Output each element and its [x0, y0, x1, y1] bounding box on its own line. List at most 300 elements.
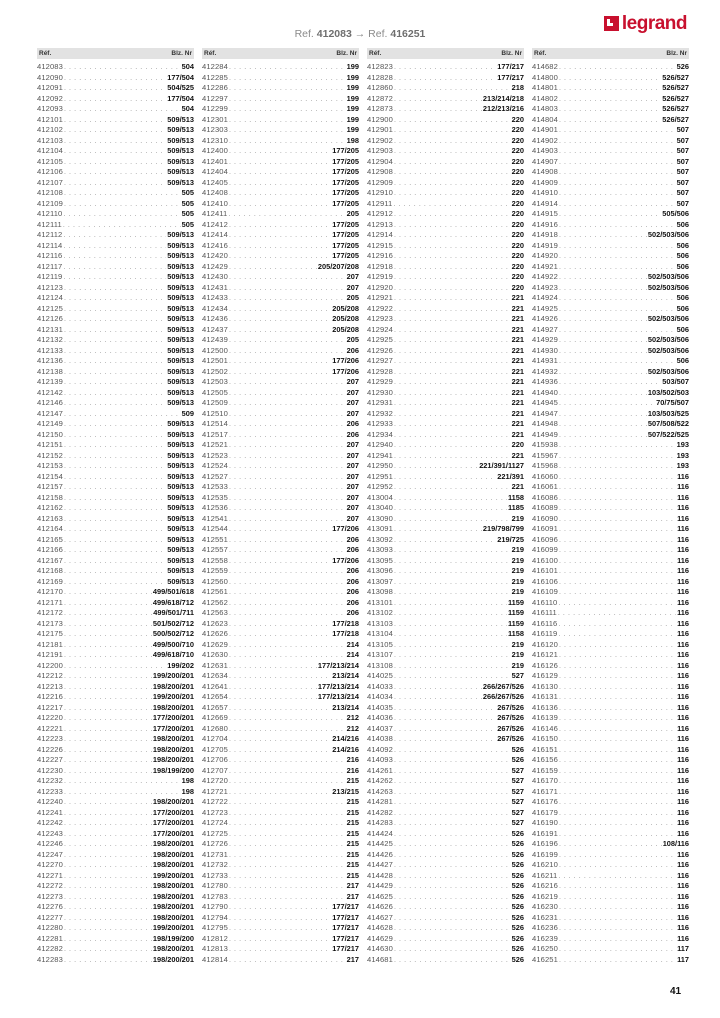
page-reference: 215 — [346, 828, 359, 838]
dot-leader — [559, 935, 676, 946]
index-row — [367, 776, 524, 787]
dot-leader — [394, 861, 511, 872]
index-row — [37, 703, 194, 714]
ref-number: 412502 — [202, 366, 228, 376]
index-row — [532, 335, 689, 346]
index-row — [532, 902, 689, 913]
dot-leader — [229, 809, 346, 820]
page-reference: 199 — [346, 114, 359, 124]
index-row — [367, 104, 524, 115]
index-row — [37, 808, 194, 819]
dot-leader — [559, 431, 647, 442]
index-row — [367, 955, 524, 966]
dot-leader — [394, 872, 511, 883]
page-reference: 509/513 — [167, 314, 194, 323]
page-reference: 198/200/201 — [152, 797, 194, 806]
dot-leader — [229, 326, 331, 337]
page-reference: 502/503/506 — [647, 314, 689, 323]
index-row — [532, 461, 689, 472]
index-row — [367, 535, 524, 546]
dot-leader — [394, 809, 511, 820]
dot-leader — [229, 746, 331, 757]
dot-leader — [394, 819, 511, 830]
page-reference: 177/205 — [332, 240, 359, 250]
dot-leader — [64, 336, 166, 347]
dot-leader — [229, 221, 331, 232]
page-reference: 504 — [181, 104, 194, 113]
ref-number: 412158 — [37, 492, 63, 502]
ref-number: 416139 — [532, 713, 558, 722]
index-row — [532, 398, 689, 409]
ref-number: 412220 — [37, 713, 63, 722]
ref-number: 414034 — [367, 692, 393, 701]
index-row — [367, 608, 524, 619]
page-reference: 198/200/201 — [152, 681, 194, 691]
page-reference: 198/200/201 — [152, 839, 194, 848]
page-reference: 507/522/525 — [647, 429, 689, 439]
page-reference: 207 — [346, 387, 359, 397]
dot-leader — [394, 956, 511, 967]
ref-number: 416171 — [532, 786, 558, 796]
index-row — [37, 272, 194, 283]
column-header-ref: Réf. — [39, 50, 52, 57]
column-header-ref: Réf. — [534, 50, 547, 57]
index-row — [367, 871, 524, 882]
ref-number: 412246 — [37, 839, 63, 848]
ref-number: 413107 — [367, 650, 393, 659]
ref-number: 412154 — [37, 471, 63, 481]
index-row — [202, 860, 359, 871]
index-row — [532, 892, 689, 903]
dot-leader — [64, 882, 152, 893]
ref-number: 412303 — [202, 125, 228, 134]
dot-leader — [229, 872, 346, 883]
dot-leader — [394, 63, 496, 74]
page-reference: 499/618/710 — [152, 650, 194, 659]
dot-leader — [559, 903, 676, 914]
dot-leader — [64, 420, 166, 431]
dot-leader — [229, 588, 346, 599]
ref-number: 414901 — [532, 125, 558, 134]
arrow-icon: → — [354, 28, 366, 40]
page-reference: 217 — [346, 881, 359, 890]
dot-leader — [64, 452, 166, 463]
ref-number: 412630 — [202, 650, 228, 659]
index-row — [367, 755, 524, 766]
page-reference: 116 — [677, 870, 689, 880]
page-reference: 116 — [677, 734, 689, 743]
dot-leader — [64, 410, 181, 421]
page-reference: 177/200/201 — [152, 818, 194, 827]
ref-number: 412724 — [202, 818, 228, 827]
column-header — [202, 48, 359, 59]
dot-leader — [559, 756, 676, 767]
ref-number: 412152 — [37, 450, 63, 460]
dot-leader — [394, 441, 511, 452]
dot-leader — [229, 935, 331, 946]
ref-number: 412114 — [37, 240, 63, 250]
ref-number: 412247 — [37, 849, 63, 859]
dot-leader — [559, 809, 676, 820]
index-row — [202, 514, 359, 525]
ref-number: 414426 — [367, 849, 393, 859]
ref-number: 412940 — [367, 440, 393, 449]
page-reference: 198/199/200 — [152, 933, 194, 943]
index-row — [202, 230, 359, 241]
ref-number: 412273 — [37, 891, 63, 901]
index-row — [532, 556, 689, 567]
dot-leader — [64, 767, 152, 778]
ref-prefix-2: Ref. — [368, 28, 388, 40]
ref-number: 416060 — [532, 471, 558, 481]
dot-leader — [559, 284, 647, 295]
index-row — [37, 829, 194, 840]
index-row — [37, 787, 194, 798]
index-row — [367, 829, 524, 840]
index-row — [532, 650, 689, 661]
page-reference: 1158 — [507, 492, 524, 502]
page-reference: 221 — [511, 356, 524, 365]
page-reference: 1159 — [507, 618, 524, 628]
ref-number: 412212 — [37, 671, 63, 680]
ref-number: 412510 — [202, 408, 228, 418]
index-row — [37, 871, 194, 882]
page-reference: 198/200/201 — [152, 954, 194, 964]
index-row — [202, 314, 359, 325]
page-reference: 509/513 — [167, 471, 194, 481]
index-row — [202, 335, 359, 346]
page-reference: 266/267/526 — [482, 692, 524, 701]
ref-number: 412284 — [202, 62, 228, 71]
index-row — [202, 419, 359, 430]
index-row — [532, 493, 689, 504]
ref-number: 416136 — [532, 702, 558, 712]
ref-number: 416121 — [532, 650, 558, 659]
page-reference: 177/217 — [497, 62, 524, 71]
ref-number: 412914 — [367, 230, 393, 239]
dot-leader — [229, 347, 346, 358]
ref-number: 414033 — [367, 681, 393, 691]
ref-number: 413104 — [367, 629, 393, 638]
ref-number: 412780 — [202, 881, 228, 890]
ref-number: 416219 — [532, 891, 558, 901]
ref-number: 412509 — [202, 398, 228, 407]
index-row — [37, 157, 194, 168]
index-row — [532, 272, 689, 283]
index-row — [202, 272, 359, 283]
ref-number: 413102 — [367, 608, 393, 617]
dot-leader — [229, 945, 331, 956]
page-reference: 177/213/214 — [317, 692, 359, 701]
index-row — [202, 346, 359, 357]
page-reference: 220 — [511, 261, 524, 271]
dot-leader — [394, 420, 511, 431]
ref-number: 412533 — [202, 482, 228, 491]
ref-number: 413096 — [367, 566, 393, 575]
index-row — [367, 797, 524, 808]
ref-number: 414925 — [532, 303, 558, 313]
ref-number: 416211 — [532, 870, 558, 880]
page-reference: 177/213/214 — [317, 660, 359, 670]
page-reference: 116 — [677, 776, 689, 785]
dot-leader — [64, 620, 152, 631]
index-row — [202, 388, 359, 399]
dot-leader — [394, 830, 511, 841]
index-row — [37, 178, 194, 189]
ref-number: 416096 — [532, 534, 558, 544]
dot-leader — [64, 714, 152, 725]
index-row — [532, 482, 689, 493]
page-reference: 177/205 — [332, 177, 359, 187]
page-reference: 199 — [346, 93, 359, 103]
index-row — [202, 829, 359, 840]
index-row — [202, 398, 359, 409]
index-row — [367, 766, 524, 777]
page-reference: 526 — [511, 828, 524, 838]
dot-leader — [229, 693, 317, 704]
index-row — [202, 766, 359, 777]
page-reference: 205 — [346, 209, 359, 218]
index-row — [37, 367, 194, 378]
index-row — [37, 440, 194, 451]
index-row — [37, 199, 194, 210]
column-header-ref: Réf. — [204, 50, 217, 57]
page-reference: 205/208 — [332, 324, 359, 334]
ref-number: 413108 — [367, 660, 393, 670]
dot-leader — [559, 536, 676, 547]
dot-leader — [229, 567, 346, 578]
index-row — [202, 251, 359, 262]
dot-leader — [64, 809, 152, 820]
ref-number: 416159 — [532, 765, 558, 775]
index-row — [37, 682, 194, 693]
page-reference: 215 — [346, 797, 359, 806]
page-reference: 507 — [676, 198, 689, 208]
ref-number: 415938 — [532, 440, 558, 449]
index-row — [532, 944, 689, 955]
ref-number: 412911 — [367, 198, 393, 208]
ref-number: 412626 — [202, 629, 228, 638]
ref-number: 412514 — [202, 419, 228, 428]
index-row — [202, 482, 359, 493]
index-row — [532, 766, 689, 777]
dot-leader — [64, 662, 166, 673]
ref-number: 416210 — [532, 860, 558, 869]
index-row — [367, 787, 524, 798]
page-reference: 220 — [511, 167, 524, 176]
index-row — [202, 503, 359, 514]
page-reference: 505 — [181, 198, 194, 208]
ref-number: 412281 — [37, 933, 63, 943]
index-row — [367, 157, 524, 168]
dot-leader — [559, 504, 676, 515]
page-reference: 215 — [346, 807, 359, 817]
dot-leader — [394, 389, 511, 400]
page-reference: 212 — [346, 713, 359, 722]
ref-number: 412654 — [202, 692, 228, 701]
ref-number: 412091 — [37, 83, 63, 92]
ref-number: 412916 — [367, 251, 393, 260]
ref-number: 412175 — [37, 629, 63, 638]
ref-number: 412951 — [367, 471, 393, 481]
dot-leader — [63, 273, 166, 284]
dot-leader — [64, 903, 152, 914]
ref-number: 412280 — [37, 923, 63, 932]
page-reference: 116 — [677, 912, 689, 922]
page-reference: 207 — [346, 272, 359, 281]
dot-leader — [64, 588, 152, 599]
index-row — [202, 146, 359, 157]
index-row — [367, 734, 524, 745]
ref-number: 412410 — [202, 198, 228, 208]
dot-leader — [229, 399, 346, 410]
page-reference: 509/513 — [167, 114, 194, 124]
ref-number: 416061 — [532, 482, 558, 491]
page-reference: 502/503/506 — [647, 272, 689, 281]
index-column — [532, 48, 689, 965]
dot-leader — [394, 168, 511, 179]
dot-leader — [559, 315, 647, 326]
dot-leader — [394, 641, 511, 652]
ref-number: 413093 — [367, 545, 393, 554]
dot-leader — [559, 525, 676, 536]
reference-index — [37, 48, 689, 965]
page-reference: 177/200/201 — [152, 723, 194, 733]
index-row — [367, 713, 524, 724]
page-reference: 116 — [677, 713, 689, 722]
page-reference: 509/513 — [167, 366, 194, 376]
page-reference: 207 — [346, 398, 359, 407]
ref-number: 416146 — [532, 723, 558, 733]
index-row — [367, 94, 524, 105]
page-reference: 177/205 — [332, 230, 359, 239]
page-reference: 509/513 — [167, 576, 194, 586]
ref-number: 413090 — [367, 513, 393, 523]
dot-leader — [64, 137, 166, 148]
index-row — [37, 535, 194, 546]
page-reference: 177/205 — [332, 146, 359, 155]
dot-leader — [229, 641, 346, 652]
ref-number: 413103 — [367, 618, 393, 628]
dot-leader — [559, 473, 676, 484]
index-row — [367, 671, 524, 682]
index-row — [37, 860, 194, 871]
page-reference: 221 — [511, 366, 524, 376]
index-row — [202, 566, 359, 577]
index-row — [202, 83, 359, 94]
ref-number: 412902 — [367, 135, 393, 145]
page-reference: 116 — [677, 660, 689, 670]
dot-leader — [394, 252, 511, 263]
ref-number: 412433 — [202, 293, 228, 302]
ref-number: 416099 — [532, 545, 558, 554]
page-reference: 220 — [511, 251, 524, 260]
dot-leader — [64, 284, 166, 295]
ref-number: 412400 — [202, 146, 228, 155]
dot-leader — [558, 872, 676, 883]
ref-number: 412221 — [37, 723, 63, 733]
dot-leader — [229, 200, 331, 211]
dot-leader — [228, 210, 345, 221]
ref-number: 412500 — [202, 345, 228, 355]
dot-leader — [64, 294, 166, 305]
page-reference: 506 — [676, 324, 689, 334]
ref-number: 414931 — [532, 356, 558, 365]
ref-number: 414261 — [367, 765, 393, 775]
ref-number: 412631 — [202, 660, 228, 670]
index-row — [37, 115, 194, 126]
page-reference: 219 — [511, 587, 524, 596]
ref-number: 412934 — [367, 429, 393, 439]
index-row — [367, 188, 524, 199]
page-reference: 509/513 — [167, 261, 194, 271]
index-row — [37, 850, 194, 861]
page-reference: 206 — [346, 576, 359, 586]
dot-leader — [229, 515, 346, 526]
page-reference: 504/525 — [167, 83, 194, 92]
ref-number: 413105 — [367, 639, 393, 649]
dot-leader — [394, 599, 507, 610]
ref-number: 414914 — [532, 198, 558, 208]
ref-number: 414930 — [532, 345, 558, 355]
dot-leader — [394, 483, 511, 494]
ref-number: 412401 — [202, 156, 228, 166]
index-row — [37, 892, 194, 903]
page-reference: 198 — [346, 135, 359, 145]
page-reference: 526/527 — [662, 114, 689, 124]
ref-number: 412223 — [37, 734, 63, 743]
dot-leader — [229, 441, 346, 452]
page-reference: 220 — [511, 282, 524, 292]
page-reference: 221 — [511, 387, 524, 397]
page-reference: 219 — [511, 555, 524, 565]
page-reference: 215 — [346, 776, 359, 785]
ref-number: 414800 — [532, 72, 558, 82]
dot-leader — [394, 546, 511, 557]
page-reference: 116 — [677, 755, 689, 764]
dot-leader — [394, 767, 511, 778]
index-row — [367, 409, 524, 420]
ref-number: 412733 — [202, 870, 228, 880]
ref-number: 412562 — [202, 597, 228, 607]
dot-leader — [559, 452, 676, 463]
index-row — [532, 430, 689, 441]
column-header-page: Blz. Nr — [171, 50, 192, 57]
ref-number: 412437 — [202, 324, 228, 334]
dot-leader — [64, 389, 166, 400]
index-row — [532, 251, 689, 262]
index-row — [367, 808, 524, 819]
index-row — [532, 209, 689, 220]
dot-leader — [64, 473, 166, 484]
ref-number: 413101 — [367, 597, 393, 607]
page-reference: 116 — [677, 534, 689, 544]
page-reference: 509 — [181, 408, 194, 418]
ref-number: 412191 — [37, 650, 63, 659]
dot-leader — [63, 221, 181, 232]
dot-leader — [229, 767, 346, 778]
dot-leader — [559, 819, 676, 830]
index-row — [532, 934, 689, 945]
dot-leader — [64, 63, 181, 74]
dot-leader — [64, 126, 166, 137]
dot-leader — [64, 347, 166, 358]
page-reference: 198/200/201 — [152, 860, 194, 869]
page-reference: 207 — [346, 440, 359, 449]
dot-leader — [64, 956, 152, 967]
ref-number: 416086 — [532, 492, 558, 502]
dot-leader — [394, 473, 496, 484]
